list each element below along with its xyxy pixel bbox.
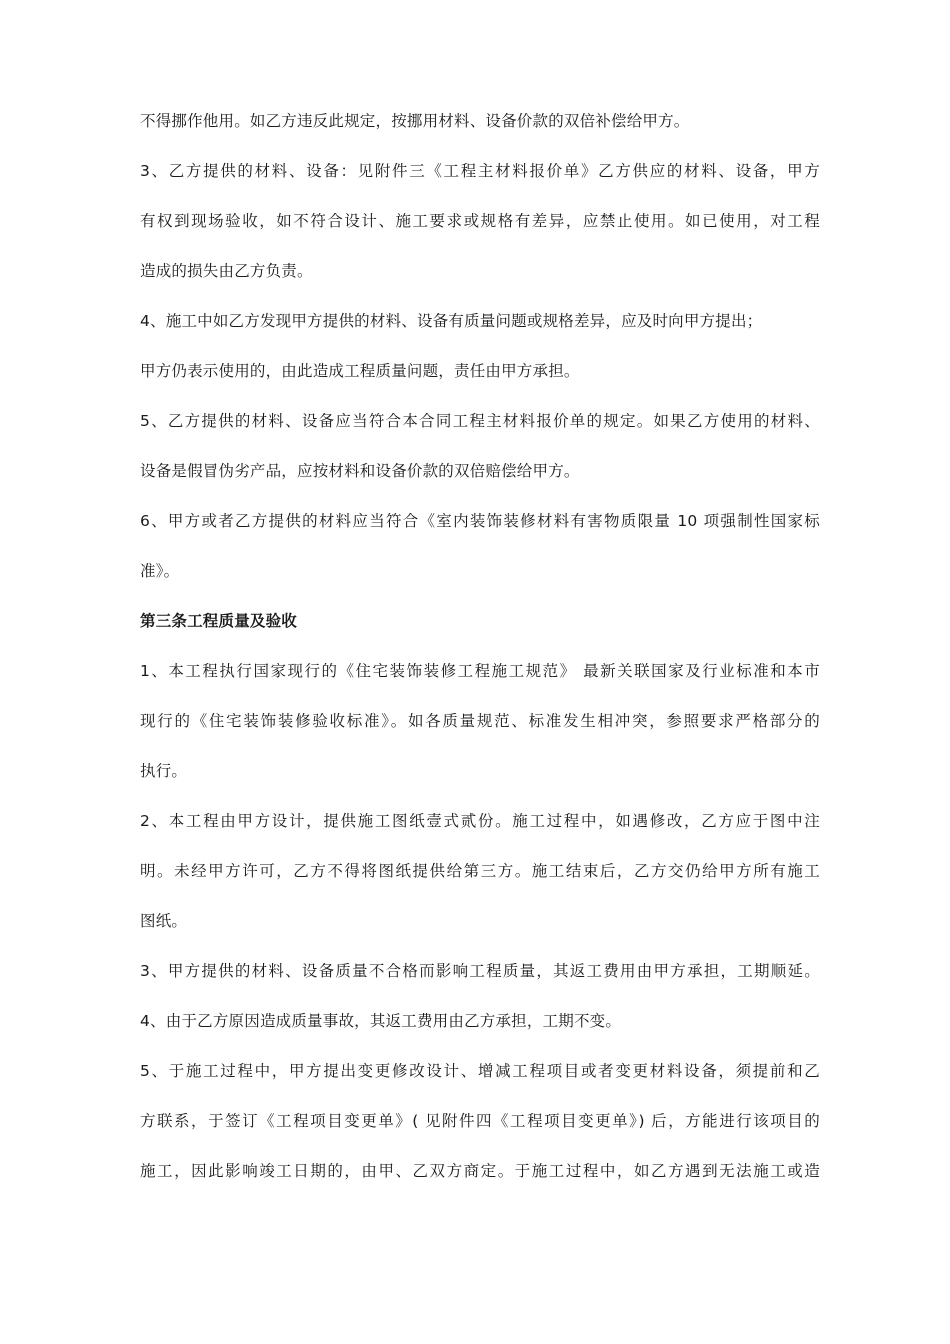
text-line: 1、本工程执行国家现行的《住宅装饰装修工程施工规范》 最新关联国家及行业标准和本市 bbox=[140, 662, 820, 680]
text-line: 图纸。 bbox=[140, 912, 188, 930]
text-line: 造成的损失由乙方负责。 bbox=[140, 262, 313, 280]
text-line: 6、甲方或者乙方提供的材料应当符合《室内装饰装修材料有害物质限量 10 项强制性国家标 bbox=[140, 512, 820, 530]
text-line: 3、乙方提供的材料、设备：见附件三《工程主材料报价单》乙方供应的材料、设备，甲方 bbox=[140, 162, 820, 180]
text-line: 有权到现场验收，如不符合设计、施工要求或规格有差异，应禁止使用。如已使用，对工程 bbox=[140, 212, 820, 230]
text-line: 5、于施工过程中，甲方提出变更修改设计、增减工程项目或者变更材料设备，须提前和乙 bbox=[140, 1062, 820, 1080]
text-line: 执行。 bbox=[140, 762, 188, 780]
text-line: 3、甲方提供的材料、设备质量不合格而影响工程质量，其返工费用由甲方承担，工期顺延。 bbox=[140, 962, 820, 980]
text-line: 4、施工中如乙方发现甲方提供的材料、设备有质量问题或规格差异，应及时向甲方提出； bbox=[140, 312, 763, 330]
text-line: 准》。 bbox=[140, 562, 180, 580]
text-line: 现行的《住宅装饰装修验收标准》。如各质量规范、标准发生相冲突，参照要求严格部分的 bbox=[140, 712, 820, 730]
text-line: 方联系，于签订《工程项目变更单》( 见附件四《工程项目变更单》) 后，方能进行该项目的 bbox=[140, 1112, 820, 1130]
text-line: 4、由于乙方原因造成质量事故，其返工费用由乙方承担，工期不变。 bbox=[140, 1012, 622, 1030]
document-page bbox=[140, 96, 820, 1196]
text-line: 5、乙方提供的材料、设备应当符合本合同工程主材料报价单的规定。如果乙方使用的材料、 bbox=[140, 412, 820, 430]
text-line: 明。未经甲方许可，乙方不得将图纸提供给第三方。施工结束后，乙方交仍给甲方所有施工 bbox=[140, 862, 820, 880]
text-line: 设备是假冒伪劣产品，应按材料和设备价款的双倍赔偿给甲方。 bbox=[140, 462, 580, 480]
text-line: 施工，因此影响竣工日期的，由甲、乙双方商定。于施工过程中，如乙方遇到无法施工或造 bbox=[140, 1162, 820, 1180]
text-line: 2、本工程由甲方设计，提供施工图纸壹式贰份。施工过程中，如遇修改，乙方应于图中注 bbox=[140, 812, 820, 830]
section-heading: 第三条工程质量及验收 bbox=[140, 612, 298, 630]
text-line: 甲方仍表示使用的，由此造成工程质量问题，责任由甲方承担。 bbox=[140, 362, 580, 380]
text-line: 不得挪作他用。如乙方违反此规定，按挪用材料、设备价款的双倍补偿给甲方。 bbox=[140, 112, 690, 130]
